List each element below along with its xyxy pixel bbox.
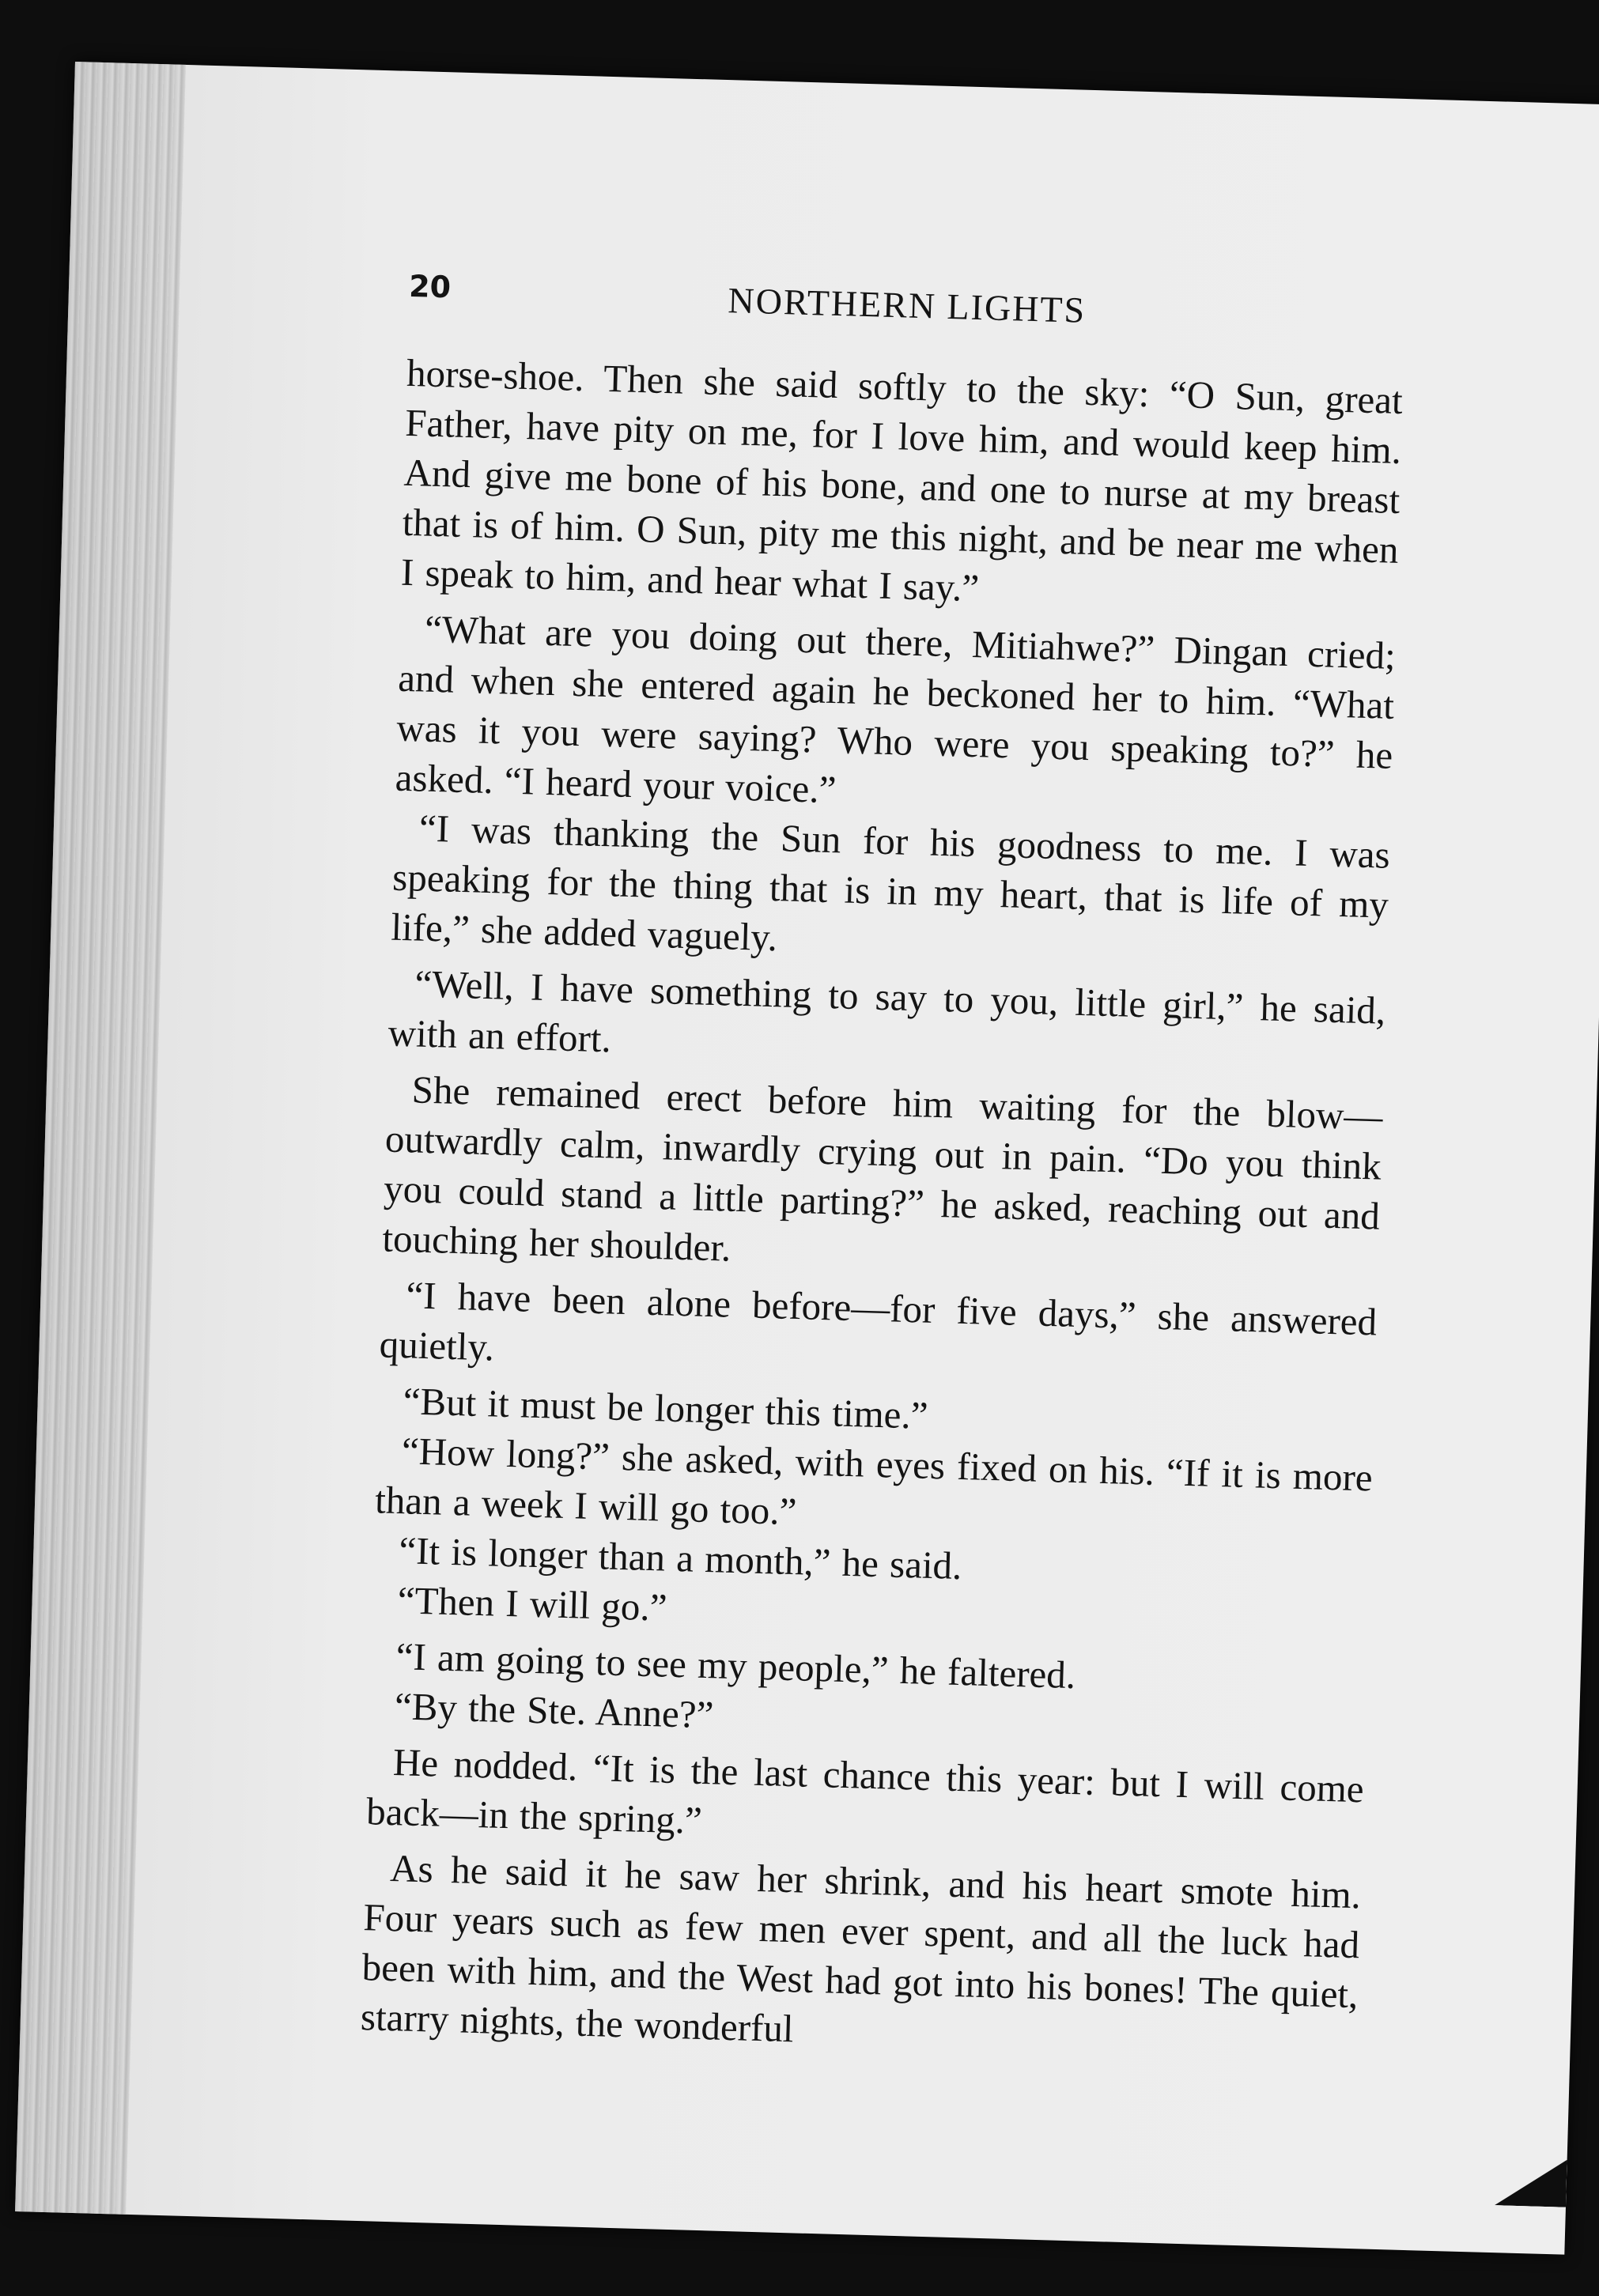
paragraph: “I am going to see my people,” he faltered. (395, 1634, 1076, 1697)
paragraph: “Well, I have something to say to you, little girl,” he said, with an effort. (387, 961, 1386, 1061)
paragraph: “But it must be longer this time.” (403, 1379, 929, 1437)
paragraph: As he said it he saw her shrink, and his heart smote him. Four years such as few men ever spent, and all the luck had been with him, and the West had got into his bones! The quiet, starry nights, the wonderful (360, 1846, 1362, 2051)
paragraph: “How long?” she asked, with eyes fixed on his. “If it is more than a week I will go too.” (374, 1429, 1374, 1534)
paragraph: He nodded. “It is the last chance this year: but I will come back—in the spring.” (365, 1740, 1365, 1842)
paragraph: “It is longer than a month,” he said. (398, 1528, 963, 1588)
page-number: 20 (408, 268, 452, 305)
body-text (360, 348, 1403, 2069)
paragraph: “I have been alone before—for five days,” she answered quietly. (379, 1273, 1378, 1369)
page-corner (1495, 2158, 1567, 2207)
paragraph: “I was thanking the Sun for his goodness to me. I was speaking for the thing that is in my heart, that is life of my life,” she added vaguely. (390, 806, 1391, 960)
paragraph: “Then I will go.” (397, 1578, 668, 1629)
paragraph: horse-shoe. Then she said softly to the sky: “O Sun, great Father, have pity on me, for I love him, and would keep him. And give me bone of his bone, and one to nurse at my breast that is of him. O Sun, pity me this night, and be near me when I speak to him, and hear what I say.” (400, 350, 1404, 610)
page-content (360, 253, 1406, 2069)
running-title: NORTHERN LIGHTS (727, 280, 1087, 330)
page-edge (15, 62, 186, 2215)
paragraph: “By the Ste. Anne?” (394, 1684, 715, 1737)
paragraph: She remained erect before him waiting for the blow—outwardly calm, inwardly crying out in pain. “Do you think you could stand a little parting?” he asked, reaching out and touching her shoulder. (381, 1067, 1384, 1270)
book-page (15, 62, 1599, 2255)
paragraph: “What are you doing out there, Mitiahwe?” Dingan cried; and when she entered again he beckoned her to him. “What was it you were saying? Who were you speaking to?” he asked. “I heard your voice.” (395, 606, 1397, 812)
running-head (407, 253, 1406, 368)
